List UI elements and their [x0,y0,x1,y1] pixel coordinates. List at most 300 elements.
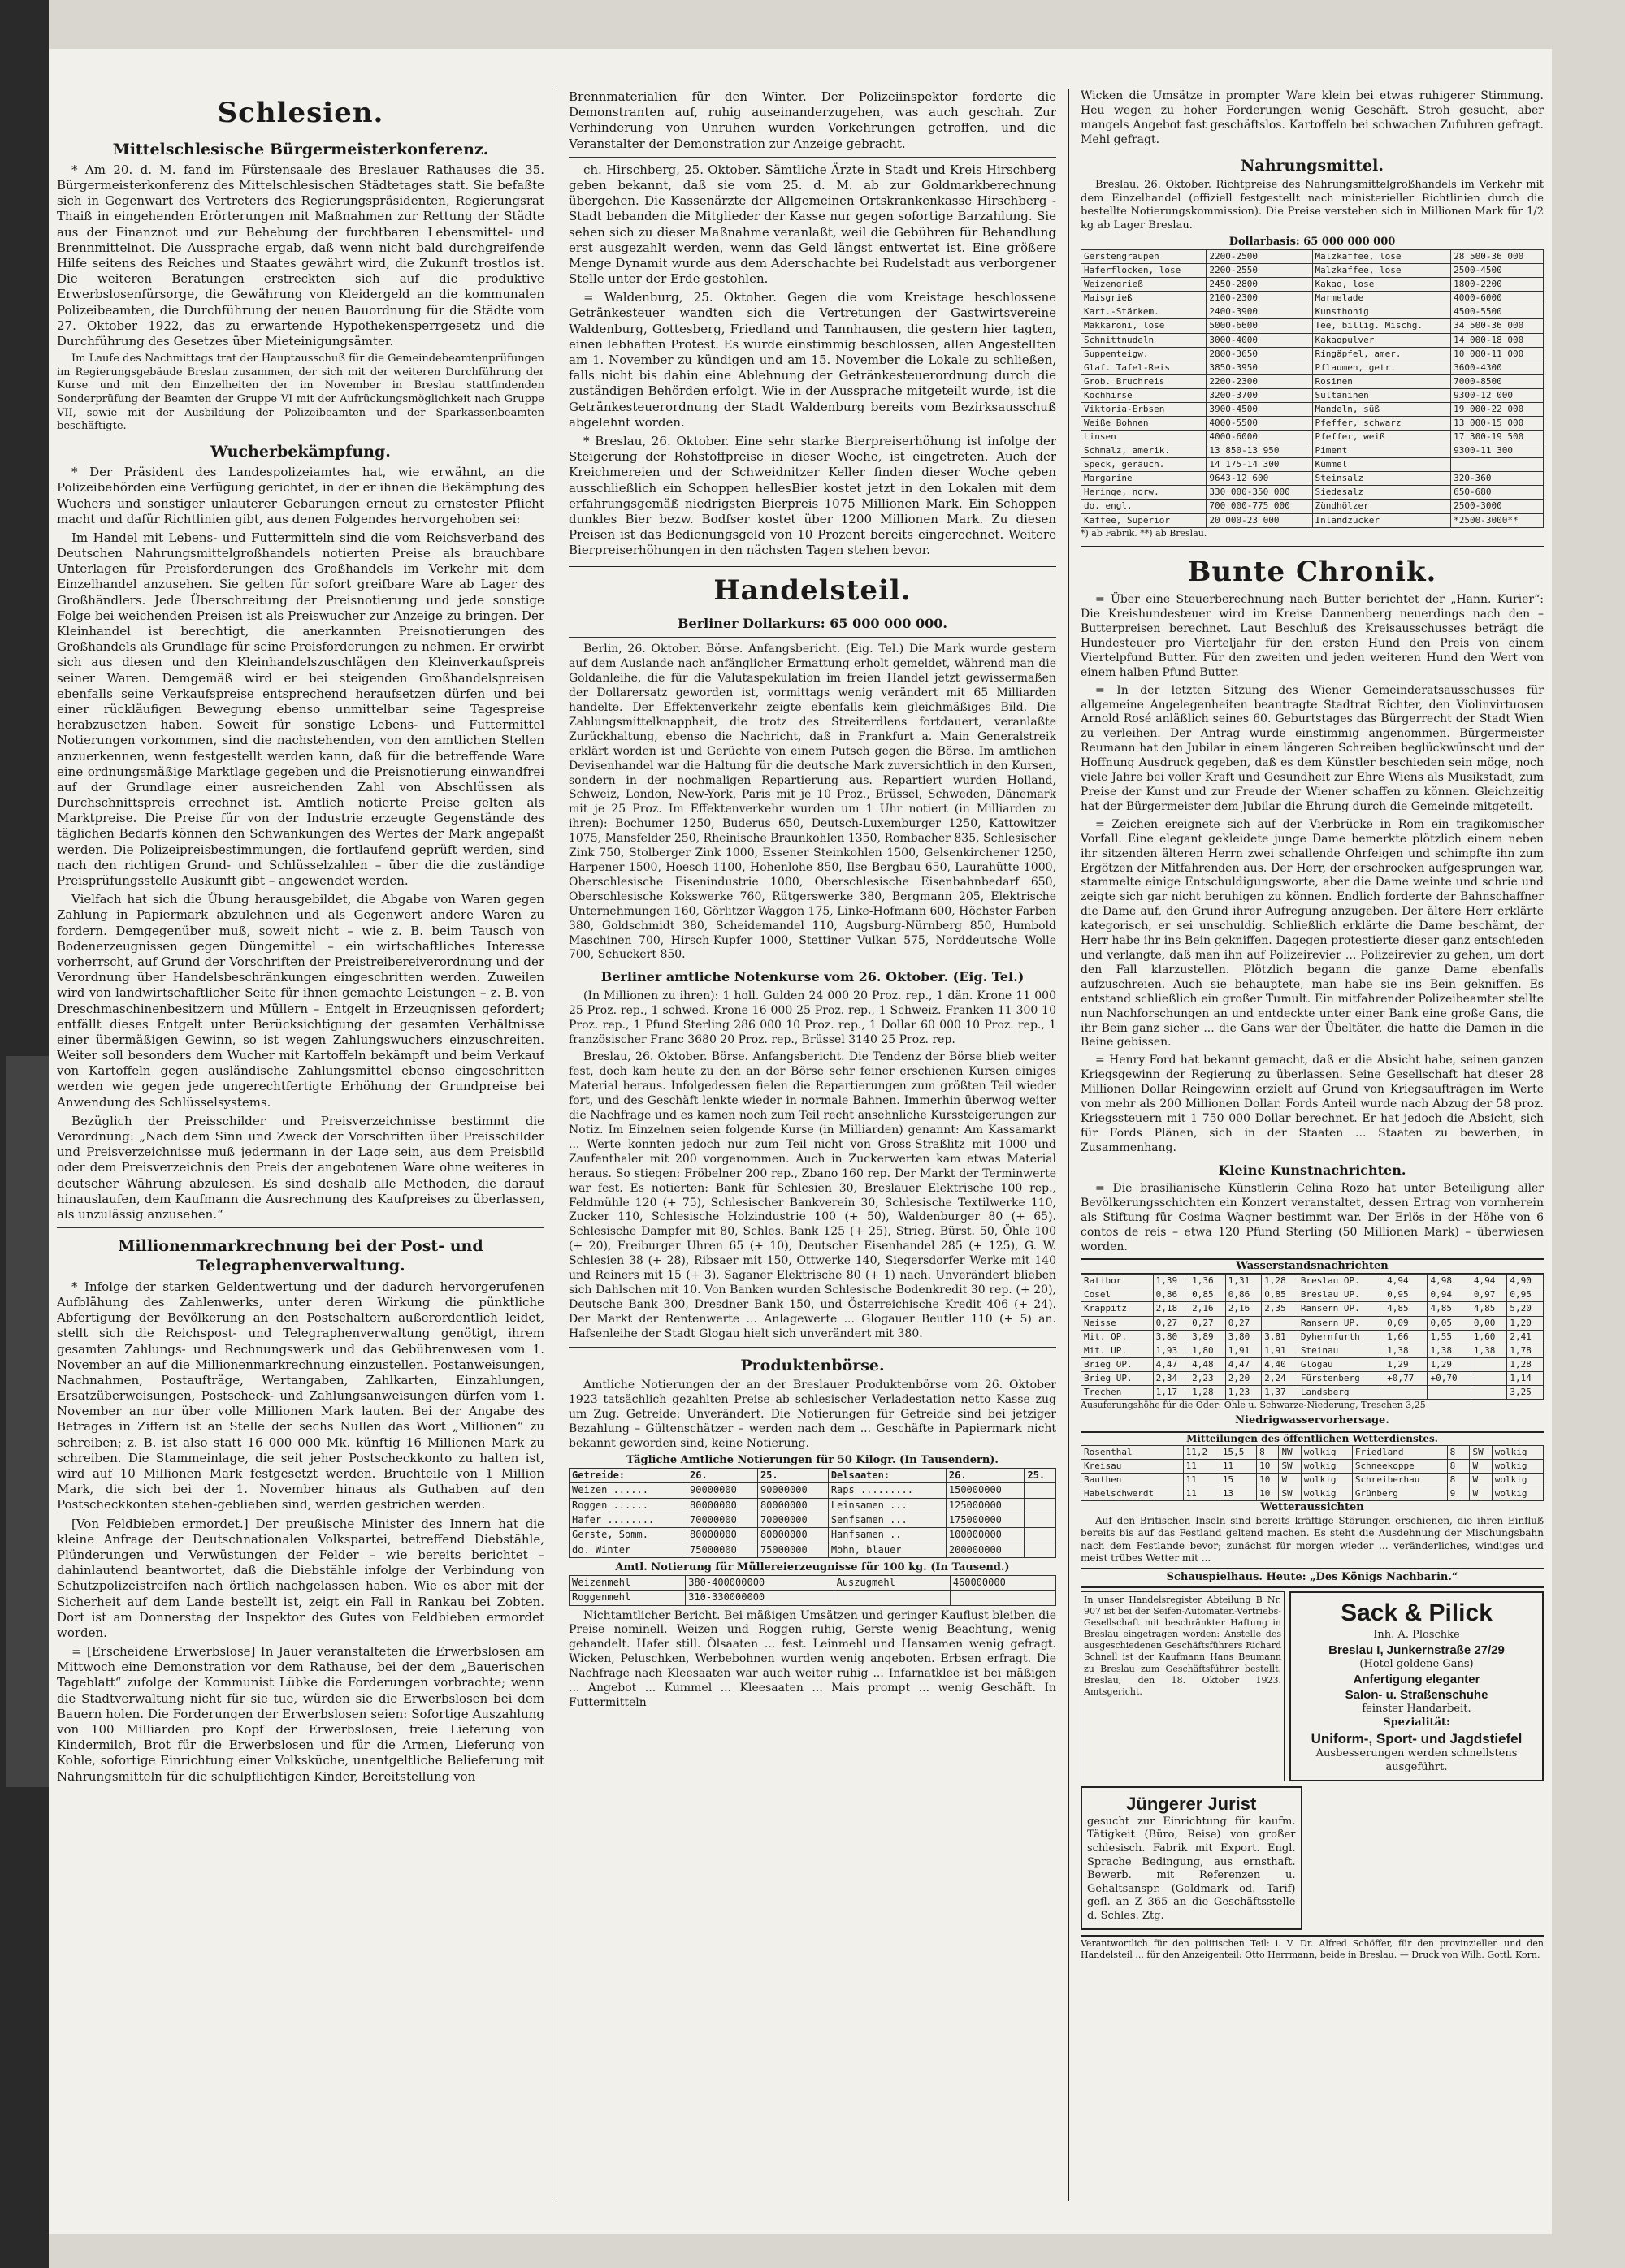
table-cell: 3900-4500 [1207,402,1312,416]
table-cell: 9643-12 600 [1207,472,1312,486]
table-cell: 4,94 [1471,1275,1507,1288]
table-cell: 4,94 [1384,1275,1428,1288]
table-cell: 4,48 [1190,1357,1226,1371]
ad-row [1081,1591,1544,1781]
article-paragraph: Im Laufe des Nachmittags trat der Hauptausschuß für die Gemeindebeamtenprüfungen im Regierungsgebäude Breslau zusammen, der sich mit der weiteren Durchführung der Kurse und mit den Einzelheiten der im November in Breslau stattfindenden Sonderprüfung der Beamten der Gruppe VI mit der Aufrückungsmöglichkeit nach Gruppe VII, sowie mit der Ausbildung der Polizeibeamten und der Sparkassenbeamten beschäftigte. [57,353,544,433]
table-cell: 1,55 [1428,1330,1471,1344]
headline-wucher: Wucherbekämpfung. [210,442,391,461]
table-cell: 1,78 [1507,1344,1544,1357]
table-cell: Breslau OP. [1298,1275,1384,1288]
table-row [1081,402,1544,416]
table-cell: Grob. Bruchreis [1081,374,1207,388]
table-row [1081,1474,1544,1487]
headline-produktenboerse: Produktenbörse. [740,1356,885,1374]
table-row [1081,417,1544,431]
table-row [1081,264,1544,278]
table-caption: Niedrigwasservorhersage. [1235,1414,1389,1427]
table-cell: 90000000 [757,1483,828,1498]
table-cell: 380-400000000 [686,1575,834,1590]
table-cell: Sultaninen [1312,388,1451,402]
table-cell: 2,41 [1507,1330,1544,1344]
article-paragraph: = [Erscheidene Erwerbslose] In Jauer veranstalteten die Erwerbslosen am Mittwoch eine Demonstration vor dem Rathause, bei der dem „Bauerischen Tageblatt“ zufolge der Kommunist Lübke die Forderungen vorbrachte; wenn die Stadtverwaltung nicht für sie tue, würden sie die Erwerbslosen bei dem Bauern holen. Die Forderungen der Erwerbslosen seien: Sofortige Auszahlung von 100 Milliarden pro Kopf der Erwerbslosen, freie Lieferung von Kindermilch, Brot für die Erwerbslosen und für die Armen, Lieferung von Kohle, sofortige Einrichtung einer Volksküche, unentgeltliche Belieferung mit Nahrungsmitteln für die schulpflichtigen Kinder, Bereitstellung von [57,1644,544,1784]
table-cell: 4500-5500 [1451,305,1544,319]
table-cell: 5000-6600 [1207,319,1312,333]
table-cell: 2450-2800 [1207,278,1312,292]
table-cell: 1,31 [1225,1275,1262,1288]
table-cell: 0,85 [1262,1288,1298,1302]
table-cell: W [1470,1487,1492,1501]
table-cell: Leinsamen ... [828,1498,946,1513]
table-cell: 0,00 [1471,1316,1507,1330]
column-header: 25. [757,1469,828,1483]
table-cell: 2,35 [1262,1302,1298,1316]
table-cell [1025,1498,1056,1513]
table-cell [1462,1446,1470,1460]
table-cell: Weizenmehl [570,1575,686,1590]
weather-table-body [1081,1446,1544,1501]
ad-text: Inh. A. Ploschke [1373,1629,1460,1642]
table-cell: Mohn, blauer [828,1543,946,1557]
table-cell: Fürstenberg [1298,1371,1384,1385]
table-cell: Malzkaffee, lose [1312,264,1451,278]
table-cell: Rosinen [1312,374,1451,388]
article-paragraph: = In der letzten Sitzung des Wiener Gemeinderatsausschusses für allgemeine Angelegenheiten beantragte Stadtrat Richter, den Violinvirtuosen Arnold Rosé anläßlich seines 60. Geburtstages das Bürgerrecht der Stadt Wien zu verleihen. Der Antrag wurde einstimmig angenommen. Bürgermeister Reumann hat den Jubilar in einem längeren Schreiben beglückwünscht und der Hoffnung Ausdruck gegeben, daß es dem Künstler beschieden sein möge, noch viele Jahre bei voller Kraft und Gesundheit zur Ehre Wiens als Musikstadt, zum Preise der Kunst und zur Freude der Wiener schaffen zu können. Gleichzeitig hat der Bürgermeister dem Jubilar die Ehrung durch die Gemeinde mitgeteilt. [1081,683,1544,813]
divider [57,1227,544,1228]
table-row [1081,472,1544,486]
book-binding [0,0,49,2268]
table-cell [1471,1371,1507,1385]
table-row [1081,1371,1544,1385]
table-cell: 4,40 [1262,1357,1298,1371]
column-1 [57,89,544,2201]
article-paragraph: = Henry Ford hat bekannt gemacht, daß er die Absicht habe, seinen ganzen Kriegsgewinn der Regierung zu überlassen. Seine Gesellschaft hat dieser 28 Millionen Dollar Reingewinn erzielt auf Grund von Kriegsaufträgen im Werte von mehr als 200 Millionen Dollar. Fords Anteil wurde nach Abzug der 58 proz. Kriegssteuern mit 1 750 000 Dollar berechnet. Er hat jedoch die Absicht, sich für Fords Plänen, sich in der Staaten ... Staaten zu bewerben, in Zusammenhang. [1081,1054,1544,1154]
table-cell [1471,1385,1507,1399]
article-paragraph: Bezüglich der Preisschilder und Preisverzeichnisse bestimmt die Verordnung: „Nach dem Sinn und Zweck der Vorschriften über Preisschilder und Preisverzeichnisse muß jedermann in der Lage sein, aus dem Preisbild oder dem Preisverzeichnis den Preis der angebotenen Ware ohne weiteres in deutscher Währung abzulesen. Es sind deshalb alle Methoden, die darauf hinauslaufen, dem Kaufmann die Ausrechnung des Kaufpreises zu überlassen, als unzulässig anzusehen.“ [57,1113,544,1222]
table-cell: Makkaroni, lose [1081,319,1207,333]
article-paragraph: Vielfach hat sich die Übung herausgebildet, die Abgabe von Waren gegen Zahlung in Papiermark abzulehnen und als Gegenwert andere Waren zu fordern. Demgegenüber muß, soweit nicht – wie z. B. beim Tausch von Bodenerzeugnissen gegen Düngemittel – ein wirtschaftliches Interesse vorherrscht, auf Grund der Vorschriften der Preistreibereiverordnung und der Verordnung über Handelsbeschränkungen eingeschritten werden. Zuweilen wird von landwirtschaftlicher Seite für ihnen gemachte Leistungen – z. B. von Dreschmaschinenbesitzern und Müllern – Entgelt in Erzeugnissen gefordert; entfällt dieses Entgelt unter Berücksichtigung der gesamten Verhältnisse einer übermäßigen Gewinn, so ist wegen Zahlungswuchers einzuschreiten. Weiter soll besonders dem Wucher mit Kartoffeln bekämpft und beim Verkauf von Kartoffeln gegen ausländische Zahlungsmittel ebenso eingeschritten werden wie gegen jede ungerechtfertigte Erhöhung der Grundpreise bei Anwendung des Schlüsselsystems. [57,892,544,1110]
table-row [570,1498,1056,1513]
table-cell: W [1470,1460,1492,1474]
table-cell: Pflaumen, getr. [1312,361,1451,374]
table-cell: 650-680 [1451,486,1544,500]
ad-text: Anfertigung eleganter [1353,1672,1480,1686]
table-cell: Kart.-Stärkem. [1081,305,1207,319]
table-cell: Speck, geräuch. [1081,458,1207,472]
table-cell: 1,36 [1190,1275,1226,1288]
table-cell [1025,1483,1056,1498]
table-cell [1025,1528,1056,1543]
table-cell: Kreisau [1081,1460,1184,1474]
column-2 [569,89,1056,2201]
table-cell: Glogau [1298,1357,1384,1371]
table-cell: Cosel [1081,1288,1154,1302]
article-paragraph: = Über eine Steuerberechnung nach Butter berichtet der „Hann. Kurier“: Die Kreishundesteuer wird im Kreise Dannenberg neuerdings nach den – Butterpreisen berechnet. Laut Beschluß des Kreisausschusses beträgt die Hundesteuer pro Vierteljahr für den ersten Hund den Preis von einem Viertelpfund Butter. Für den zweiten und jeden weiteren Hund den Wert von einem halben Pfund Butter. [1081,593,1544,679]
table-row [1081,1288,1544,1302]
article-paragraph: * Am 20. d. M. fand im Fürstensaale des Breslauer Rathauses die 35. Bürgermeisterkonferenz des Mittelschlesischen Städtetages statt. Sie befaßte sich in Gegenwart des Vertreters des Regierungspräsidenten, Regierungsrat Thaiß in eingehenden Erörterungen mit Maßnahmen zur Rettung der Städte aus der Finanznot und zur Behebung der furchtbaren Lebensmittel- und Brennmittelnot. Die Aussprache ergab, daß wenn nicht bald durchgreifende Hilfe seitens des Reiches und Staates gewährt wird, die Zukunft trostlos ist. Die weiteren Beratungen erstreckten sich auf die produktive Erwerbslosenfürsorge, die Gewährung von Kleidergeld an die kommunalen Polizeibeamten, die Durchführung der neuen Bauordnung für die Städte vom 27. Oktober 1922, das zu erwartende Hypothekensperrgesetz und die Durchführung des Gesetzes über Mieteinigungsämter. [57,162,544,348]
table-cell: 2,16 [1225,1302,1262,1316]
table-cell: 10 000-11 000 [1451,347,1544,361]
table-cell: SW [1279,1460,1301,1474]
table-cell: Raps ......... [828,1483,946,1498]
table-cell: Margarine [1081,472,1207,486]
dollar-rate: Berliner Dollarkurs: 65 000 000 000. [678,615,947,631]
table-cell: 0,97 [1471,1288,1507,1302]
table-cell: Pfeffer, weiß [1312,431,1451,444]
table-cell: NW [1279,1446,1301,1460]
table-cell: Bauthen [1081,1474,1184,1487]
table-cell: 9300-12 000 [1451,388,1544,402]
table-cell: 3600-4300 [1451,361,1544,374]
table-cell [1262,1316,1298,1330]
grain-price-table [569,1468,1056,1558]
table-row [1081,431,1544,444]
article-paragraph: [Von Feldbieben ermordet.] Der preußische Minister des Innern hat die kleine Anfrage der Deutschnationalen Volkspartei, betreffend Diebstähle, Plünderungen und Verwüstungen der Felder – wie bereits berichtet – dahinlautend beantwortet, daß die Diebstähle infolge der Verbindung von Schutzpolizeistreifen nach örtlich nachgelassen haben. Wie es aber mit der Sicherheit auf dem Lande bestellt ist, zeigt ein Fall in Rankau bei Zobten. Dort ist am Donnerstag der Inspektor des Gutes von Feldbieben ermordet worden. [57,1516,544,1640]
table-cell: 10 [1257,1460,1279,1474]
table-cell: 0,86 [1225,1288,1262,1302]
article-paragraph: Im Handel mit Lebens- und Futtermitteln sind die vom Reichsverband des Deutschen Nahrungsmittelgroßhandels notierten Preise als brauchbare Unterlagen für Preisforderungen des Großhandels im Verkehr mit dem Einzelhandel anzusehen. Sie gelten für sofort greifbare Ware ab Lager des Großhändlers. Jede Überschreitung der Preisnotierung und jede sonstige Folge bei weichenden Preisen ist als Preiswucher zur Anzeige zu bringen. Der Kleinhandel ist berechtigt, die anerkannten Preisnotierungen des Großhandels als Grundlage für seine Preisforderungen zu nehmen. Er erwirbt sich aus diesen und den Kleinhandelszuschlägen den Kleinverkaufspreis seiner Waren. Demgemäß wird er bei steigenden Großhandelspreisen ebenfalls seine Verkaufspreise entsprechend heraufsetzen dürfen und bei einer rückläufigen Bewegung ebenso unmittelbar seine Tagespreise herabzusetzen haben. Soweit für sonstige Lebens- und Futtermittel Notierungen vorkommen, sind die nachstehenden, von den amtlichen Stellen anzuerkennen, wenn festgestellt werden kann, daß für die betreffende Ware eine ordnungsmäßige Marktlage gegeben und die Preisnotierung einwandfrei auf der Grundlage einer ausreichenden Zahl von Abschlüssen als Durchschnittspreis errechnet ist. Amtlich notierte Preise gelten als Marktpreise. Die Preise für von der Industrie erzeugte Gegenstände des täglichen Bedarfs können den Schwankungen des Wertes der Mark angepaßt werden. Die Polizeipreisbestimmungen, die fortlaufend geprüft werden, sind nach den richtigen Grund- und Schlüsselzahlen – über die die zuständige Preisprüfungsstelle Auskunft gibt – angewendet werden. [57,530,544,889]
table-row [1081,1487,1544,1501]
article-paragraph: * Breslau, 26. Oktober. Eine sehr starke Bierpreiserhöhung ist infolge der Steigerung der Rohstoffpreise in dieser Woche, ist eingetreten. Auch der Kreichmereien und der Schweidnitzer Keller finden dieser Woche geben ausschließlich ein Schoppen hellesBier kostet jetzt in den Lokalen mit dem erfahrungsgemäß niedrigsten Bierpreis 1075 Millionen Mark. Ein Schoppen dunkles Bier bezw. Bodfser kostet über 1200 Millionen Mark. Zu diesen Preisen ist das Bedienungsgeld von 10 Prozent bereits eingerechnet. Weitere Bierpreiserhöhungen in den nächsten Tagen stehen bevor. [569,433,1056,558]
table-cell: +0,77 [1384,1371,1428,1385]
table-cell: 3850-3950 [1207,361,1312,374]
table-cell: 11 [1183,1474,1220,1487]
table-row [1081,458,1544,472]
footnote: *) ab Fabrik. **) ab Breslau. [1081,527,1207,539]
table-cell [1462,1460,1470,1474]
table-cell: 3,81 [1262,1330,1298,1344]
table-cell: Brieg OP. [1081,1357,1154,1371]
flour-price-table [569,1575,1056,1606]
table-cell: 15 [1220,1474,1256,1487]
article-paragraph: = Zeichen ereignete sich auf der Vierbrücke in Rom ein tragikomischer Vorfall. Eine elegant gekleidete junge Dame bemerkte plötzlich einem neben ihr sitzenden älteren Herrn zwei schallende Ohrfeigen und schimpfte ihn zum Ergötzen der Mitfahrenden aus. Der Herr, der erschrocken aufgesprungen war, stammelte einige Entschuldigungsworte, aber die Dame weinte und schrie und zeigte sich gar nicht beruhigen zu können. Endlich forderte der Bahnschaffner die Dame auf, den Grund ihrer Aufregung anzugeben. Der ältere Herr erklärte kategorisch, er sei unschuldig. Schließlich erklärte die Dame beschämt, der Herr habe ihr ins Bein gekniffen. Dagegen protestierte dieser ganz entschieden und verlangte, daß man ihn auf Polizeirevier ... Polizeirevier zu gehen, um dort den Fall klarzustellen. Plötzlich begann die ganze Dame ebenfalls aufzuschreien. Auch sie behauptete, man habe sie ins Bein gekniffen. Es entstand schließlich ein großer Tumult. Ein mitfahrender Polizeibeamter stellte nun Nachforschungen an und entdeckte unter einer Bank eine große Gans, die ihr Bein ganz sicher ... die Gans war der Übeltäter, die hatte die Damen in die Beine gebissen. [1081,817,1544,1050]
table-cell: Gerstengraupen [1081,250,1207,264]
table-cell: Ransern OP. [1298,1302,1384,1316]
table-row [1081,1330,1544,1344]
table-cell: *2500-3000** [1451,513,1544,527]
article-paragraph: = Die brasilianische Künstlerin Celina Rozo hat unter Beteiligung aller Bevölkerungsschichten ein Konzert veranstaltet, dessen Ertrag von vornherein als Stiftung für Cosima Wagner bestimmt war. Der Erlös in der Höhe von 6 contos de reis – etwa 120 Pfund Sterling (50 Millionen Mark) – überwiesen worden. [1081,1182,1544,1253]
table-cell: 0,95 [1384,1288,1428,1302]
table-cell: 1,38 [1471,1344,1507,1357]
table-cell: 460000000 [950,1575,1055,1590]
article-paragraph: Breslau, 26. Oktober. Richtpreise des Nahrungsmittelgroßhandels im Verkehr mit dem Einzelhandel (offiziell festgestellt nach ministerieller Richtlinien durch die bestellte Notierungskommission). Die Preise verstehen sich in Millionen Mark für 1/2 kg ab Lager Breslau. [1081,178,1544,232]
table-cell: Senfsamen ... [828,1513,946,1528]
table-cell: 75000000 [687,1543,758,1557]
column-3 [1081,89,1544,2201]
table-row [570,1543,1056,1557]
table-cell: 1,28 [1190,1385,1226,1399]
table-cell: Kümmel [1312,458,1451,472]
table-cell: 4,85 [1471,1302,1507,1316]
table-cell: 8 [1257,1446,1279,1460]
table-row [570,1483,1056,1498]
table-cell: 2,20 [1225,1371,1262,1385]
table-cell: 0,09 [1384,1316,1428,1330]
ad-text: Spezialität: [1383,1716,1450,1729]
table-cell: 2800-3650 [1207,347,1312,361]
divider [569,1347,1056,1348]
table-cell: 1,37 [1262,1385,1298,1399]
table-cell: Ratibor [1081,1275,1154,1288]
table-cell: 2,34 [1153,1371,1190,1385]
table-cell: Brieg UP. [1081,1371,1154,1385]
newspaper-page [49,49,1552,2234]
table-cell: 70000000 [687,1513,758,1528]
table-cell: 8 [1447,1446,1462,1460]
article-paragraph: Breslau, 26. Oktober. Börse. Anfangsbericht. Die Tendenz der Börse blieb weiter fest, doch kam heute zu den an der Börse sehr feiner erschienen Kursen einiges Material heraus. Infolgedessen fielen die Repartierungen zum größten Teil wieder fort, und des Geschäft lenkte wieder in normale Bahnen. Immerhin überwog weiter die Nachfrage und es kamen noch zum Teil recht ansehnliche Kurssteigerungen zur Notiz. Im Einzelnen seien folgende Kurse (in Milliarden) genannt: Am Kassamarkt ... Werte konnten jedoch nur zum Teil nicht von Gross-Straßlitz mit 1000 und Zaufenthaler mit 200 vorgenommen. Auch in Zuckerwerten kam etwas Material heraus. So stiegen: Fröbelner 200 rep., Zbano 160 rep. Der Markt der Terminwerte war fest. Es notierten: Bank für Schlesien 30, Breslauer Elektrische 100 rep., Feldmühle 120 (+ 75), Schlesischer Bankverein 30, Schlesische Textilwerke 110, Zucker 110, Schlesische Holzindustrie 100 (+ 50), Waldenburger 80 (+ 65). Schlesische Dampfer mit 80, Schles. Bank 125 (+ 25), Strieg. Bürst. 50, Öhle 100 (+ 20), Freiburger Uhren 65 (+ 10), Deutscher Eisenhandel 285 (+ 125), G. W. Schlesien 38 (+ 28), Ribsaer mit 150, Ottwerke 140, Siegersdorfer Werke mit 140 und Reiners mit 15 (+ 3), Saganer Elektrische 80 (+ 1) nach. Unverändert blieben sich Dahlschen mit 10. Von Banken wurden Schlesische Bodenkredit 30 rep. (+ 20), Deutsche Bank 300, Dresdner Bank 150, und Österreichische Kredit 406 (+ 24). Der Markt der Rentenwerte ... Anlagewerte ... Glogauer Beutler 110 (+ 5) an. Hafsenleihe der Stadt Glogau hielt sich unverändert mit 380. [569,1050,1056,1340]
table-cell: Weizen ...... [570,1483,687,1498]
table-cell: 0,05 [1428,1316,1471,1330]
table-row [1081,486,1544,500]
ad-title: Jüngerer Jurist [1126,1793,1257,1814]
table-cell: 13 000-15 000 [1451,417,1544,431]
divider [569,565,1056,567]
table-cell: 80000000 [687,1498,758,1513]
article-paragraph: = Waldenburg, 25. Oktober. Gegen die vom Kreistage beschlossene Getränkesteuer wandten sich die Vertretungen der Gastwirtsvereine Waldenburg, Gottesberg, Friedland und Tannhausen, die gestern hier tagten, einen lebhaften Protest. Es wurde einstimmig beschlossen, allen Angestellten am 1. November zu kündigen und am 15. November die Lokale zu schließen, falls nicht bis dahin eine Ablehnung der Getränkesteuerordnung durch die zuständigen Behörden erfolgt. Wie in der Aussprache mitgeteilt wurde, ist die Getränkesteuerordnung der Stadt Waldenburg bereits vom Bezirksausschuß abgelehnt worden. [569,290,1056,430]
water-level-table [1081,1274,1544,1400]
table-cell: wolkig [1301,1474,1352,1487]
table-cell: 2500-4500 [1451,264,1544,278]
table-row [1081,1460,1544,1474]
food-price-table [1081,249,1544,528]
table-cell: 150000000 [946,1483,1025,1498]
table-cell: 1,80 [1190,1344,1226,1357]
table-cell: Kakao, lose [1312,278,1451,292]
table-cell: Piment [1312,444,1451,458]
table-cell: 2200-2550 [1207,264,1312,278]
table-cell: 4,47 [1153,1357,1190,1371]
table-cell: do. engl. [1081,500,1207,513]
table-cell: wolkig [1492,1460,1543,1474]
table-cell: Steinsalz [1312,472,1451,486]
table-cell [1025,1513,1056,1528]
table-cell: Haferflocken, lose [1081,264,1207,278]
table-cell: 2200-2300 [1207,374,1312,388]
table-cell: 2,24 [1262,1371,1298,1385]
table-cell: 1,29 [1428,1357,1471,1371]
table-cell: Weizengrieß [1081,278,1207,292]
ad-juengerer-jurist [1081,1786,1302,1930]
table-cell: 3,25 [1507,1385,1544,1399]
table-row [1081,500,1544,513]
table-cell: 1,91 [1225,1344,1262,1357]
table-cell: Friedland [1352,1446,1447,1460]
table-row [570,1528,1056,1543]
table-cell: Inlandzucker [1312,513,1451,527]
headline-notenkurse: Berliner amtliche Notenkurse vom 26. Oktober. (Eig. Tel.) [600,969,1025,985]
table-cell: wolkig [1492,1474,1543,1487]
section-title-handelsteil: Handelsteil. [713,574,912,608]
table-cell: 1,91 [1262,1344,1298,1357]
footnote: Ausuferungshöhe für die Oder: Ohle u. Schwarze-Niederung, Treschen 3,25 [1081,1399,1426,1410]
table-cell: 70000000 [757,1513,828,1528]
table-cell: Pfeffer, schwarz [1312,417,1451,431]
table-cell: Viktoria-Erbsen [1081,402,1207,416]
table-cell: 0,85 [1190,1288,1226,1302]
table-cell: +0,70 [1428,1371,1471,1385]
ad-text: feinster Handarbeit. [1362,1703,1471,1716]
table-cell: Neisse [1081,1316,1154,1330]
table-caption: Wasserstandsnachrichten [1081,1258,1544,1275]
table-cell: 1,39 [1153,1275,1190,1288]
table-cell: 8 [1447,1460,1462,1474]
table-cell: 80000000 [687,1528,758,1543]
table-cell [1025,1543,1056,1557]
table-cell: Heringe, norw. [1081,486,1207,500]
article-paragraph: (In Millionen zu ihren): 1 holl. Gulden 24 000 20 Proz. rep., 1 dän. Krone 11 000 25 Proz. rep., 1 schwed. Krone 16 000 25 Proz. rep., 1 Schweiz. Franken 11 300 10 Proz. rep., 1 Pfund Sterling 286 000 10 Proz. rep., 1 Dollar 60 000 10 Proz. rep., 1 französischer Franc 3680 20 Proz. rep., Brüssel 3140 25 Proz. rep. [569,989,1056,1046]
article-paragraph: Wicken die Umsätze in prompter Ware klein bei etwas ruhigerer Stimmung. Heu wegen zu hoher Forderungen wenig Geschäft. Stroh gesucht, aber mangels Angebot fast geschäftslos. Kartoffeln bei schwachen Zufuhren gefragt. Mehl gefragt. [1081,89,1544,146]
table-cell: 2,23 [1190,1371,1226,1385]
table-cell: 80000000 [757,1498,828,1513]
table-cell: 0,95 [1507,1288,1544,1302]
table-cell: 14 175-14 300 [1207,458,1312,472]
article-paragraph: * Der Präsident des Landespolizeiamtes hat, wie erwähnt, an die Polizeibehörden eine Verfügung gerichtet, in der er ihnen die Bekämpfung des Wuchers und sonstiger unlauterer Gebarungen erneut zu ernstester Pflicht macht und dafür Richtlinien gibt, aus denen Folgendes hervorgehoben sei: [57,465,544,526]
table-cell [1471,1357,1507,1371]
table-cell: Ransern UP. [1298,1316,1384,1330]
table-cell: Mit. UP. [1081,1344,1154,1357]
table-cell: Rosenthal [1081,1446,1184,1460]
headline-kunstnachrichten: Kleine Kunstnachrichten. [1218,1162,1406,1178]
table-cell: 0,27 [1153,1316,1190,1330]
table-row [1081,1316,1544,1330]
table-cell: Mandeln, süß [1312,402,1451,416]
table-cell: 3200-3700 [1207,388,1312,402]
table-cell: W [1470,1474,1492,1487]
table-cell: 14 000-18 000 [1451,333,1544,347]
theater-notice: Schauspielhaus. Heute: „Des Königs Nachbarin.“ [1081,1568,1544,1588]
table-row [1081,374,1544,388]
table-cell: Kaffee, Superior [1081,513,1207,527]
table-row [1081,250,1544,264]
table-cell: 1,38 [1428,1344,1471,1357]
article-paragraph: Nichtamtlicher Bericht. Bei mäßigen Umsätzen und geringer Kauflust bleiben die Preise nominell. Weizen und Roggen ruhig, Gerste wenig Beachtung, wenig gehandelt. Hafer still. Ölsaaten ... fest. Leinmehl und Hansamen wenig gefragt. Wicken, Peluschken, Werbebohnen wurden wenig angeboten. Erbsen erfragt. Die Nachfrage nach Kleesaaten war auch weiter ruhig ... Infarnatklee ist bei mäßigen ... Angebot ... Kummel ... Kleesaaten ... Mais prompt ... wenig Geschäft. In Futtermitteln [569,1608,1056,1709]
table-cell: Roggen ...... [570,1498,687,1513]
table-cell: 1,93 [1153,1344,1190,1357]
table-cell: 2500-3000 [1451,500,1544,513]
table-cell: 0,27 [1225,1316,1262,1330]
table-cell: 11 [1220,1460,1256,1474]
table-cell: 4000-6000 [1207,431,1312,444]
table-cell: 90000000 [687,1483,758,1498]
table-cell [1462,1474,1470,1487]
column-header: 25. [1025,1469,1056,1483]
headline-nahrungsmittel: Nahrungsmittel. [1241,156,1384,175]
table-cell: 1,66 [1384,1330,1428,1344]
table-cell: 1,23 [1225,1385,1262,1399]
table-row [1081,1357,1544,1371]
table-cell: 700 000-775 000 [1207,500,1312,513]
ad-text: Salon- u. Straßenschuhe [1345,1688,1488,1703]
table-cell: 1,20 [1507,1316,1544,1330]
table-caption: Amtl. Notierung für Müllereierzeugnisse für 100 kg. (In Tausend.) [615,1561,1010,1574]
column-header: 26. [687,1469,758,1483]
table-row [1081,1344,1544,1357]
table-cell: 1,17 [1153,1385,1190,1399]
table-row [1081,333,1544,347]
column-header: Getreide: [570,1469,687,1483]
table-cell: Roggenmehl [570,1591,686,1605]
divider [1081,546,1544,548]
table-cell: Steinau [1298,1344,1384,1357]
binding-strip [6,1056,49,1787]
table-cell: Suppenteigw. [1081,347,1207,361]
weather-table [1081,1445,1544,1501]
table-cell: Dyhernfurth [1298,1330,1384,1344]
table-cell [1451,458,1544,472]
table-cell: Malzkaffee, lose [1312,250,1451,264]
table-cell: 125000000 [946,1498,1025,1513]
table-cell: 100000000 [946,1528,1025,1543]
table-cell: Schnittnudeln [1081,333,1207,347]
table-row [1081,388,1544,402]
table-cell: 9300-11 300 [1451,444,1544,458]
register-notice: In unser Handelsregister Abteilung B Nr. 907 ist bei der Seifen-Automaten-Vertriebs-Gesellschaft mit beschränkter Haftung in Breslau eingetragen worden: Anstelle des ausgeschiedenen Geschäftsführers Richard Schnell ist der Kaufmann Hans Beumann zu Breslau zum Geschäftsführer bestellt. Breslau, den 18. Oktober 1923. Amtsgericht. [1081,1591,1285,1781]
table-cell: 4,98 [1428,1275,1471,1288]
table-cell: 17 300-19 500 [1451,431,1544,444]
table-cell: 19 000-22 000 [1451,402,1544,416]
table-cell: Glaf. Tafel-Reis [1081,361,1207,374]
table-cell: 200000000 [946,1543,1025,1557]
table-cell: 4000-5500 [1207,417,1312,431]
column-header: Delsaaten: [828,1469,946,1483]
table-cell: Mit. OP. [1081,1330,1154,1344]
ad-text: (Hotel goldene Gans) [1359,1658,1474,1671]
table-caption: Wetteraussichten [1260,1501,1364,1514]
table-row [1081,1302,1544,1316]
ad-sack-pilick [1289,1591,1544,1781]
table-cell: 0,94 [1428,1288,1471,1302]
table-cell: 13 [1220,1487,1256,1501]
table-cell: Schneekoppe [1352,1460,1447,1474]
table-cell: 175000000 [946,1513,1025,1528]
table-cell: 3000-4000 [1207,333,1312,347]
table-cell: 11,2 [1183,1446,1220,1460]
ad-text: Breslau I, Junkernstraße 27/29 [1328,1643,1505,1658]
table-cell: Landsberg [1298,1385,1384,1399]
table-cell [1428,1385,1471,1399]
table-cell: 15,5 [1220,1446,1256,1460]
table-row [570,1513,1056,1528]
table-row [1081,305,1544,319]
table-cell: 4000-6000 [1451,292,1544,305]
table-cell: Siedesalz [1312,486,1451,500]
table-cell: 11 [1183,1487,1220,1501]
table-cell: wolkig [1301,1460,1352,1474]
table-cell: 3,80 [1153,1330,1190,1344]
table-cell: 2200-2500 [1207,250,1312,264]
table-cell: 34 500-36 000 [1451,319,1544,333]
table-cell [1384,1385,1428,1399]
table-cell: 75000000 [757,1543,828,1557]
table-row [1081,292,1544,305]
ad-text: Ausbesserungen werden schnellstens ausgeführt. [1315,1747,1518,1773]
table-cell: Linsen [1081,431,1207,444]
table-cell [950,1591,1055,1605]
table-cell: Habelschwerdt [1081,1487,1184,1501]
table-cell: Krappitz [1081,1302,1154,1316]
table-cell: 0,86 [1153,1288,1190,1302]
table-cell: do. Winter [570,1543,687,1557]
table-cell: 2,18 [1153,1302,1190,1316]
table-row [1081,1385,1544,1399]
table-row [1081,278,1544,292]
table-cell: 7000-8500 [1451,374,1544,388]
table-cell: 0,27 [1190,1316,1226,1330]
table-cell: 10 [1257,1474,1279,1487]
table-cell: Kochhirse [1081,388,1207,402]
article-paragraph: ch. Hirschberg, 25. Oktober. Sämtliche Ärzte in Stadt und Kreis Hirschberg geben bekannt, daß sie vom 25. d. M. ab zur Goldmarkberechnung übergehen. Die Kassenärzte der Allgemeinen Ortskrankenkasse Hirschberg - Stadt bebanden die Mitglieder der Kasse nur gegen sofortige Barzahlung. Sie sehen sich zu dieser Maßnahme veranlaßt, weil die Gebühren für Behandlung erst ausgezahlt werden, wenn das Geld längst entwertet ist. Eine größere Menge Dynamit wurde aus dem Aderschachte bei Rudelstadt aus verborgener Stelle unter der Erde gestohlen. [569,162,1056,287]
table-cell: 4,47 [1225,1357,1262,1371]
table-cell: 320-360 [1451,472,1544,486]
